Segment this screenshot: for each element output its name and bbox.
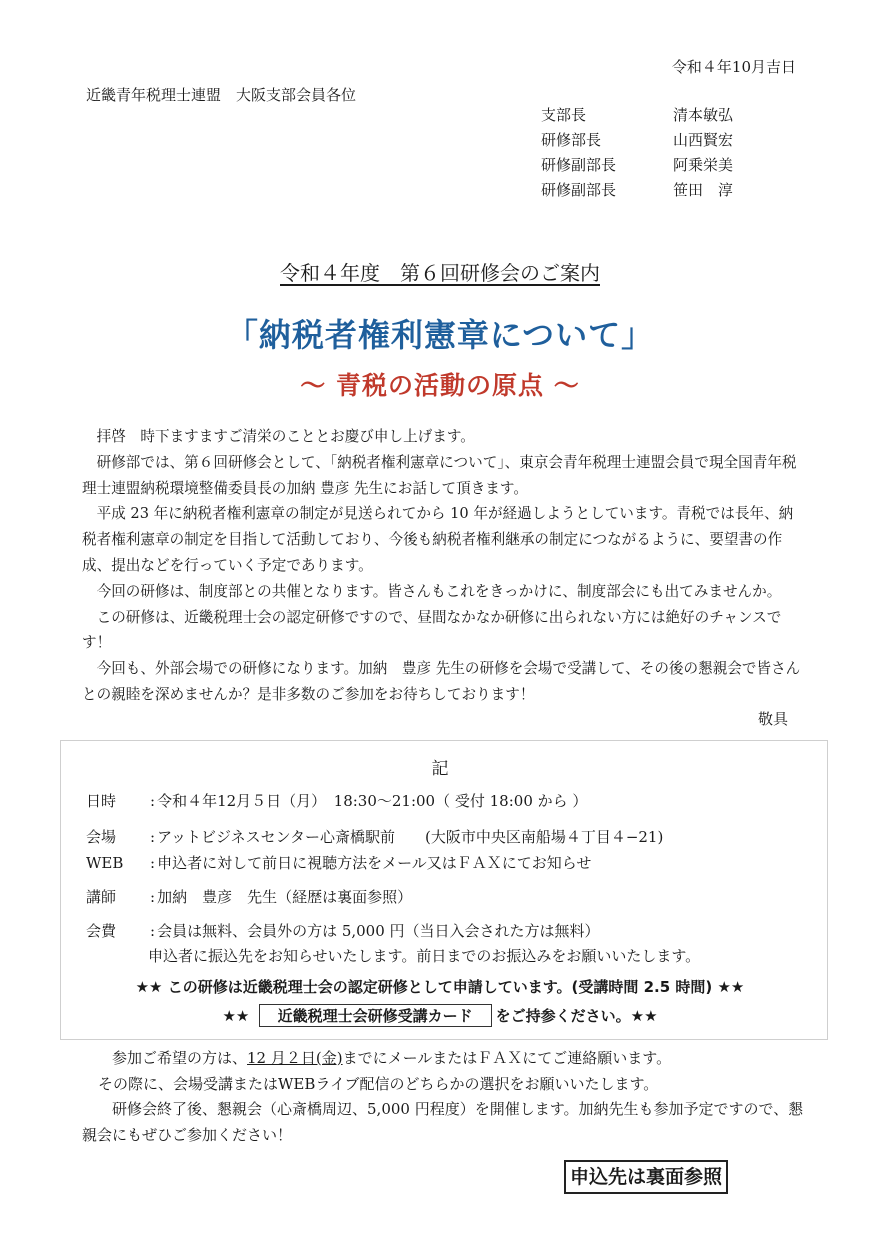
colon: : xyxy=(150,854,156,872)
body-paragraph: この研修は、近畿税理士会の認定研修ですので、昼間なかなか研修に出られない方には絶好のチャンスです！ xyxy=(82,608,782,652)
body-paragraph: 研修部では、第６回研修会として、「納税者権利憲章について」、東京会青年税理士連盟会員で現全国青年税理士連盟納税環境整備委員長の加納 豊彦 先生にお話して頂きます。 xyxy=(82,453,797,497)
attendance-card-label: 近畿税理士会研修受講カード xyxy=(259,1004,492,1027)
document-title-text: 令和４年度 第６回研修会のご案内 xyxy=(280,261,600,285)
deadline-date: 12 月２日(金) xyxy=(247,1049,343,1067)
officer-row xyxy=(541,104,791,129)
date-label: 日時 xyxy=(86,792,117,810)
officer-list xyxy=(541,104,791,204)
venue-label: 会場 xyxy=(86,828,117,846)
colon: : xyxy=(150,828,156,846)
closing-phrase: 敬具 xyxy=(757,710,788,728)
fee-row xyxy=(86,920,600,941)
officer-role: 研修副部長 xyxy=(541,181,617,199)
main-title: 「納税者権利憲章について」 xyxy=(225,316,655,354)
sub-title: ～ 青税の活動の原点 ～ xyxy=(300,371,580,400)
colon: : xyxy=(150,792,156,810)
star-prefix: ★★ xyxy=(222,1007,250,1025)
addressee: 近畿青年税理士連盟 大阪支部会員各位 xyxy=(86,86,357,104)
card-reminder xyxy=(0,1004,880,1027)
web-value: 申込者に対して前日に視聴方法をメール又はＦＡＸにてお知らせ xyxy=(157,854,592,872)
body-paragraph: 拝啓 時下ますますご清栄のこととお慶び申し上げます。 xyxy=(96,428,475,445)
officer-name: 山西賢宏 xyxy=(673,131,734,149)
date-value: 令和４年12月５日（月） 18:30～21:00（ 受付 18:00 から ） xyxy=(157,792,588,810)
officer-role: 研修部長 xyxy=(541,131,602,149)
fee-note: 申込者に振込先をお知らせいたします。前日までのお振込みをお願いいたします。 xyxy=(148,947,701,965)
footer-line1-post: までにメールまたはＦＡＸにてご連絡願います。 xyxy=(342,1049,672,1067)
officer-name: 笹田 淳 xyxy=(673,181,734,199)
lecturer-value: 加納 豊彦 先生（経歴は裏面参照） xyxy=(157,888,413,906)
date-row xyxy=(86,790,587,811)
officer-name: 清本敏弘 xyxy=(673,106,734,124)
officer-row xyxy=(541,154,791,179)
footer-line xyxy=(112,1046,812,1072)
colon: : xyxy=(150,922,156,940)
footer-line1-pre: 参加ご希望の方は、 xyxy=(112,1049,248,1067)
lecturer-label: 講師 xyxy=(86,888,117,906)
document-title xyxy=(0,257,880,286)
venue-row xyxy=(86,826,663,847)
lecturer-row xyxy=(86,886,412,907)
footer-line: 研修会終了後、懇親会（心斎橋周辺、5,000 円程度）を開催します。加納先生も参加予定ですので、懇親会にもぜひご参加ください！ xyxy=(82,1100,804,1144)
officer-role: 支部長 xyxy=(541,106,587,124)
officer-row xyxy=(541,129,791,154)
officer-row xyxy=(541,179,791,204)
web-row xyxy=(86,852,591,873)
colon: : xyxy=(150,888,156,906)
fee-label: 会費 xyxy=(86,922,117,940)
officer-name: 阿乗栄美 xyxy=(673,156,734,174)
body-paragraph: 今回も、外部会場での研修になります。加納 豊彦 先生の研修を会場で受講して、その後の懇親会で皆さんとの親睦を深めませんか？是非多数のご参加をお待ちしております！ xyxy=(82,660,801,703)
footer-line: その際に、会場受講またはWEBライブ配信のどちらかの選択をお願いいたします。 xyxy=(98,1074,659,1093)
footer-text xyxy=(82,1046,812,1148)
body-paragraph: 今回の研修は、制度部との共催となります。皆さんもこれをきっかけに、制度部会にも出てみませんか。 xyxy=(96,582,782,600)
body-text xyxy=(82,424,802,708)
issue-date: 令和４年10月吉日 xyxy=(671,58,796,76)
body-paragraph: 平成 23 年に納税者権利憲章の制定が見送られてから 10 年が経過しようとしています。青税では長年、納税者権利憲章の制定を目指して活動しており、今後も納税者権利継承の制定につながるように、要望書の作成、提出などを行っていく予定であります。 xyxy=(82,505,794,574)
venue-value: アットビジネスセンター心斎橋駅前 (大阪市中央区南船場４丁目４−21) xyxy=(157,828,664,846)
certified-training-note: ★★ この研修は近畿税理士会の認定研修として申請しています。(受講時間 2.5 時間) ★★ xyxy=(135,978,745,996)
star-suffix: をご持参ください。★★ xyxy=(495,1007,658,1025)
reference-box: 申込先は裏面参照 xyxy=(564,1160,728,1194)
web-label: WEB xyxy=(86,854,124,872)
fee-value: 会員は無料、会員外の方は 5,000 円（当日入会された方は無料） xyxy=(157,922,600,940)
officer-role: 研修副部長 xyxy=(541,156,617,174)
notice-heading: 記 xyxy=(431,759,449,779)
